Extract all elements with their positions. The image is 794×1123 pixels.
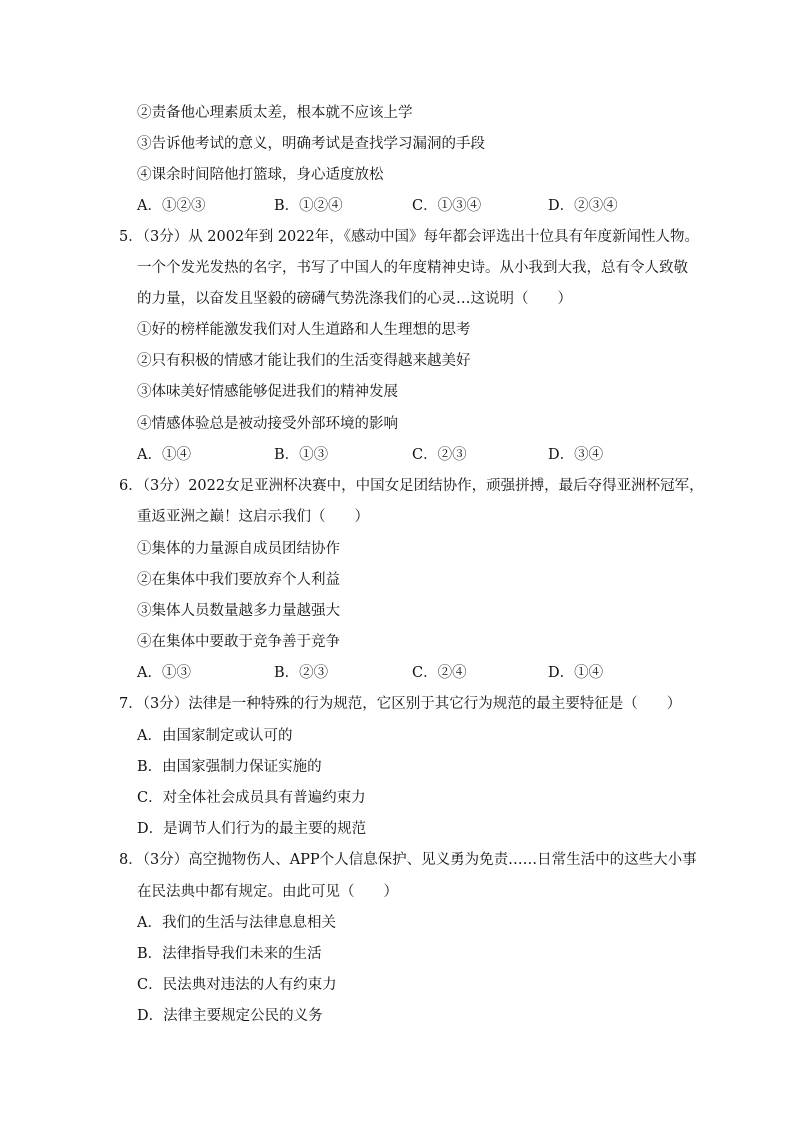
q5-option-d[interactable]: D．③④ bbox=[548, 447, 604, 463]
q7-choice-b[interactable]: B．由国家强制力保证实施的 bbox=[137, 759, 322, 775]
q6-statement-2: ②在集体中我们要放弃个人利益 bbox=[137, 572, 340, 588]
q4-option-c[interactable]: C．①③④ bbox=[412, 198, 482, 214]
q8-stem-line-2: 在民法典中都有规定。由此可见（ ） bbox=[137, 884, 398, 900]
q5-statement-4: ④情感体验总是被动接受外部环境的影响 bbox=[137, 416, 398, 432]
q5-stem-line-2: 一个个发光发热的名字，书写了中国人的年度精神史诗。从小我到大我，总有令人致敬 bbox=[137, 260, 688, 276]
q6-statement-1: ①集体的力量源自成员团结协作 bbox=[137, 541, 340, 557]
q4-options bbox=[137, 196, 697, 216]
q6-option-c[interactable]: C．②④ bbox=[412, 665, 467, 681]
q4-option-b[interactable]: B．①②④ bbox=[274, 198, 343, 214]
q5-option-b[interactable]: B．①③ bbox=[274, 447, 329, 463]
q6-statement-4: ④在集体中要敢于竞争善于竞争 bbox=[137, 634, 340, 650]
q7-choice-a[interactable]: A．由国家制定或认可的 bbox=[137, 728, 293, 744]
q6-option-a[interactable]: A．①③ bbox=[137, 665, 191, 681]
q6-stem-line-1: 6．（3分）2022女足亚洲杯决赛中，中国女足团结协作，顽强拼搏，最后夺得亚洲杯冠军， bbox=[119, 478, 704, 494]
q8-choice-c[interactable]: C．民法典对违法的人有约束力 bbox=[137, 977, 337, 993]
q8-choice-d[interactable]: D．法律主要规定公民的义务 bbox=[137, 1008, 323, 1024]
q6-option-b[interactable]: B．②③ bbox=[274, 665, 329, 681]
q6-statement-3: ③集体人员数量越多力量越强大 bbox=[137, 603, 340, 619]
q8-choice-a[interactable]: A．我们的生活与法律息息相关 bbox=[137, 915, 336, 931]
q5-statement-1: ①好的榜样能激发我们对人生道路和人生理想的思考 bbox=[137, 322, 471, 338]
q5-option-a[interactable]: A．①④ bbox=[137, 447, 191, 463]
q6-stem-line-2: 重返亚洲之巅！这启示我们（ ） bbox=[137, 509, 369, 525]
q4-statement-4: ④课余时间陪他打篮球，身心适度放松 bbox=[137, 167, 384, 183]
q5-statement-3: ③体味美好情感能够促进我们的精神发展 bbox=[137, 384, 398, 400]
q8-stem-line-1: 8．（3分）高空抛物伤人、APP个人信息保护、见义勇为免责……日常生活中的这些大小事 bbox=[119, 852, 697, 868]
q4-statement-3: ③告诉他考试的意义，明确考试是查找学习漏洞的手段 bbox=[137, 136, 485, 152]
q8-choice-b[interactable]: B．法律指导我们未来的生活 bbox=[137, 946, 322, 962]
q6-options bbox=[137, 663, 697, 683]
q4-option-a[interactable]: A．①②③ bbox=[137, 198, 206, 214]
q7-choice-c[interactable]: C．对全体社会成员具有普遍约束力 bbox=[137, 790, 366, 806]
q7-stem: 7．（3分）法律是一种特殊的行为规范，它区别于其它行为规范的最主要特征是（ ） bbox=[119, 696, 682, 712]
q5-stem-line-1: 5．（3分）从 2002年到 2022年，《感动中国》每年都会评选出十位具有年度新闻性人物。 bbox=[119, 229, 699, 245]
q5-stem-line-3: 的力量，以奋发且坚毅的磅礴气势洗涤我们的心灵…这说明（ ） bbox=[137, 291, 572, 307]
q5-options bbox=[137, 445, 697, 465]
q6-option-d[interactable]: D．①④ bbox=[548, 665, 604, 681]
q7-choice-d[interactable]: D．是调节人们行为的最主要的规范 bbox=[137, 821, 367, 837]
q5-statement-2: ②只有积极的情感才能让我们的生活变得越来越美好 bbox=[137, 353, 471, 369]
q4-option-d[interactable]: D．②③④ bbox=[548, 198, 618, 214]
q4-statement-2: ②责备他心理素质太差，根本就不应该上学 bbox=[137, 105, 413, 121]
q5-option-c[interactable]: C．②③ bbox=[412, 447, 467, 463]
